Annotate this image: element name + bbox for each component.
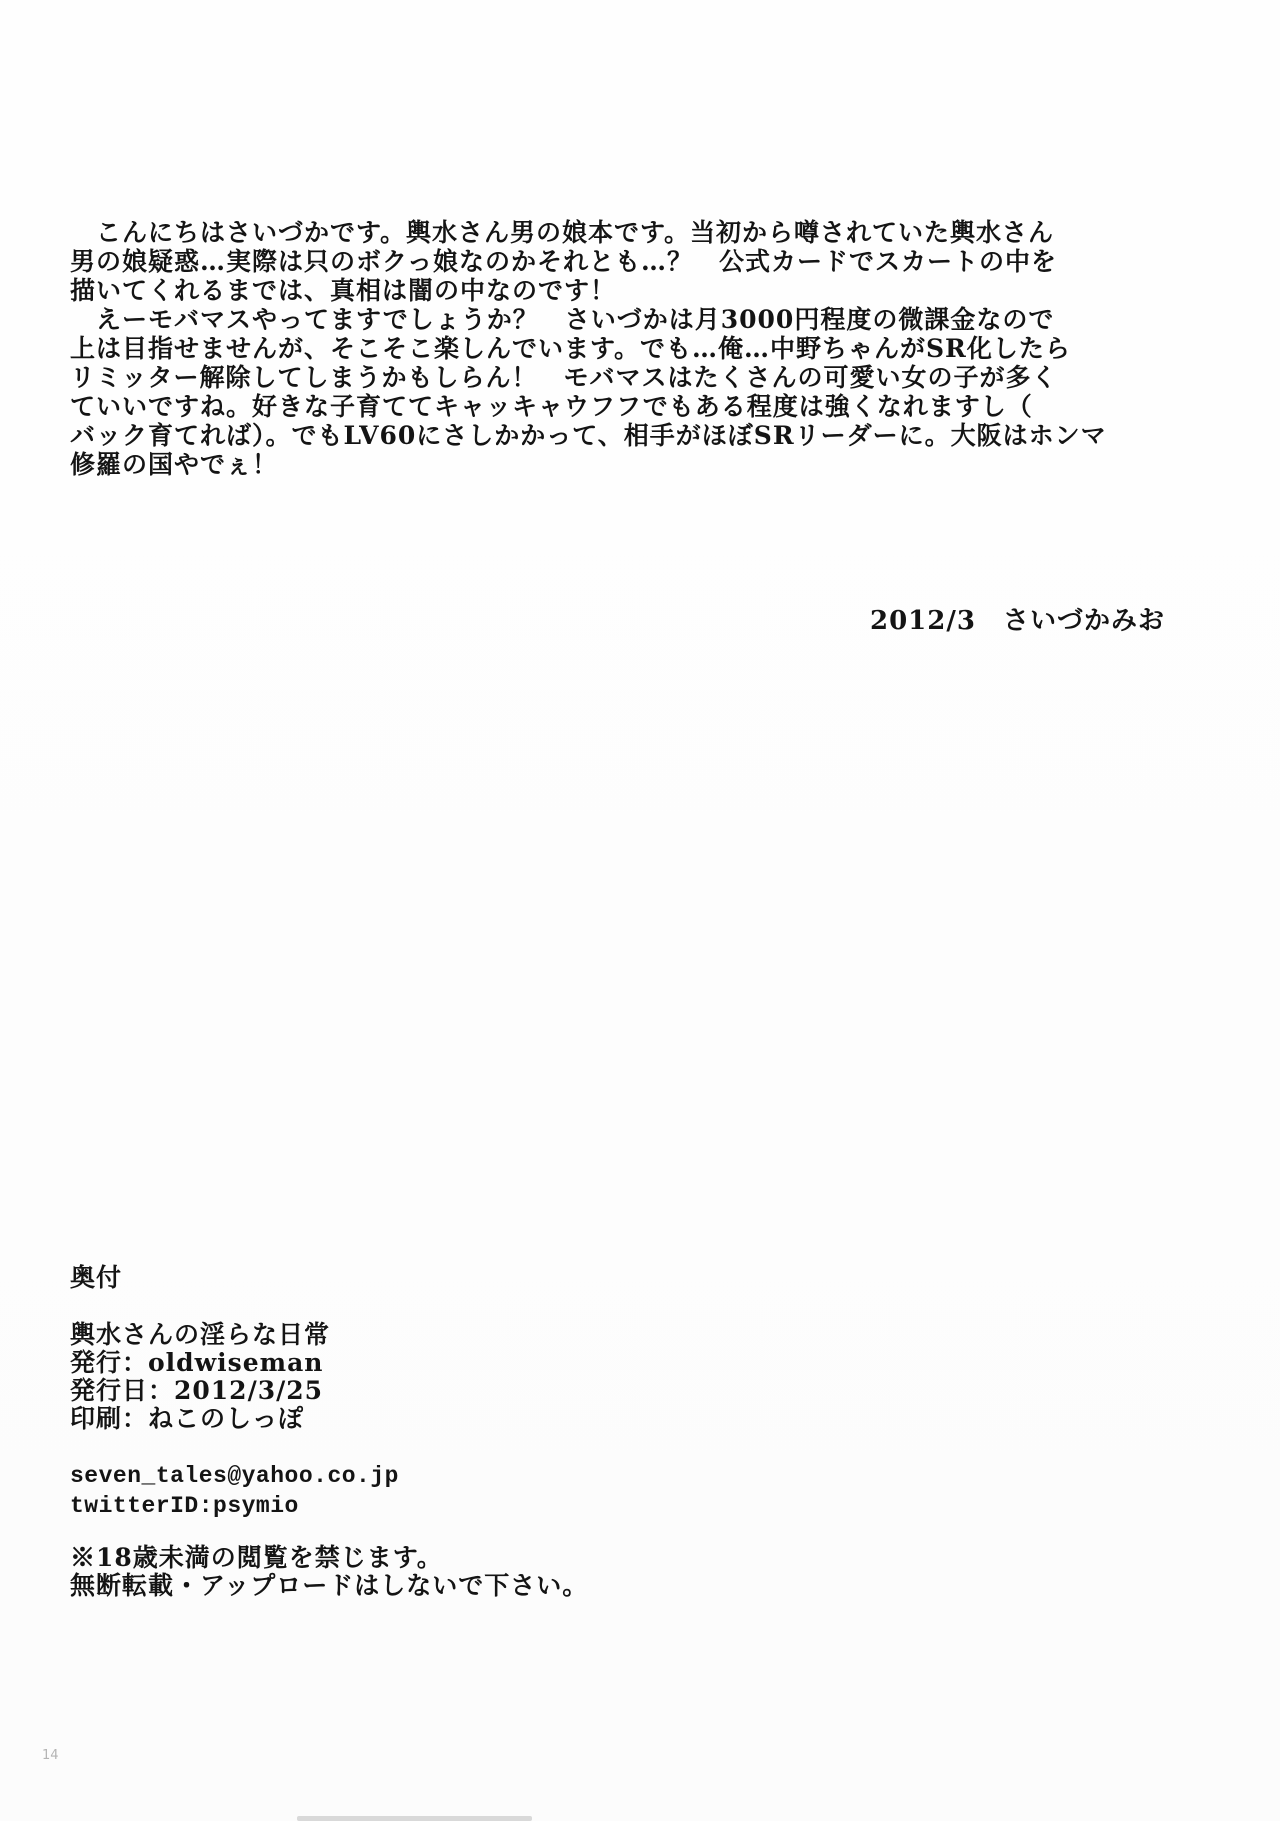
afterword-line-2: 男の娘疑惑…実際は只のボクっ娘なのかそれとも…？ 公式カードでスカートの中を <box>70 247 1058 276</box>
no-repost-notice: 無断転載・アップロードはしないで下さい。 <box>70 1571 589 1600</box>
twitter-id: twitterID:psymio <box>70 1493 299 1519</box>
publisher-line: 発行：oldwiseman <box>70 1348 324 1377</box>
afterword-signature: 2012/3 さいづかみお <box>870 606 1165 636</box>
afterword-line-5: 上は目指せませんが、そこそこ楽しんでいます。でも…俺…中野ちゃんがSR化したら <box>70 334 1071 363</box>
publish-date-line: 発行日：2012/3/25 <box>70 1376 324 1405</box>
afterword-line-9: 修羅の国やでぇ！ <box>70 450 279 479</box>
afterword-line-1: こんにちはさいづかです。輿水さん男の娘本です。当初から噂されていた輿水さん <box>70 218 1055 247</box>
age-restriction-notice: ※18歳未満の閲覧を禁じます。 <box>70 1543 443 1572</box>
afterword-line-4: えーモバマスやってますでしょうか？ さいづかは月3000円程度の微課金なので <box>70 305 1055 334</box>
printer-line: 印刷：ねこのしっぽ <box>70 1404 305 1433</box>
afterword-line-7: ていいですね。好きな子育ててキャッキャウフフでもある程度は強くなれますし（ <box>70 392 1033 421</box>
afterword-paragraph <box>70 218 1210 479</box>
afterword-line-6: リミッター解除してしまうかもしらん！ モバマスはたくさんの可愛い女の子が多く <box>70 363 1058 392</box>
page-number: 14 <box>42 1748 59 1763</box>
colophon-heading: 奥付 <box>70 1263 123 1292</box>
scan-edge-artifact <box>297 1816 532 1821</box>
email-address: seven_tales@yahoo.co.jp <box>70 1463 399 1489</box>
afterword-line-3: 描いてくれるまでは、真相は闇の中なのです！ <box>70 276 617 305</box>
afterword-line-8: バック育てれば）。でもLV60にさしかかって、相手がほぼSRリーダーに。大阪はホンマ <box>70 421 1107 450</box>
book-title: 輿水さんの淫らな日常 <box>70 1320 331 1349</box>
